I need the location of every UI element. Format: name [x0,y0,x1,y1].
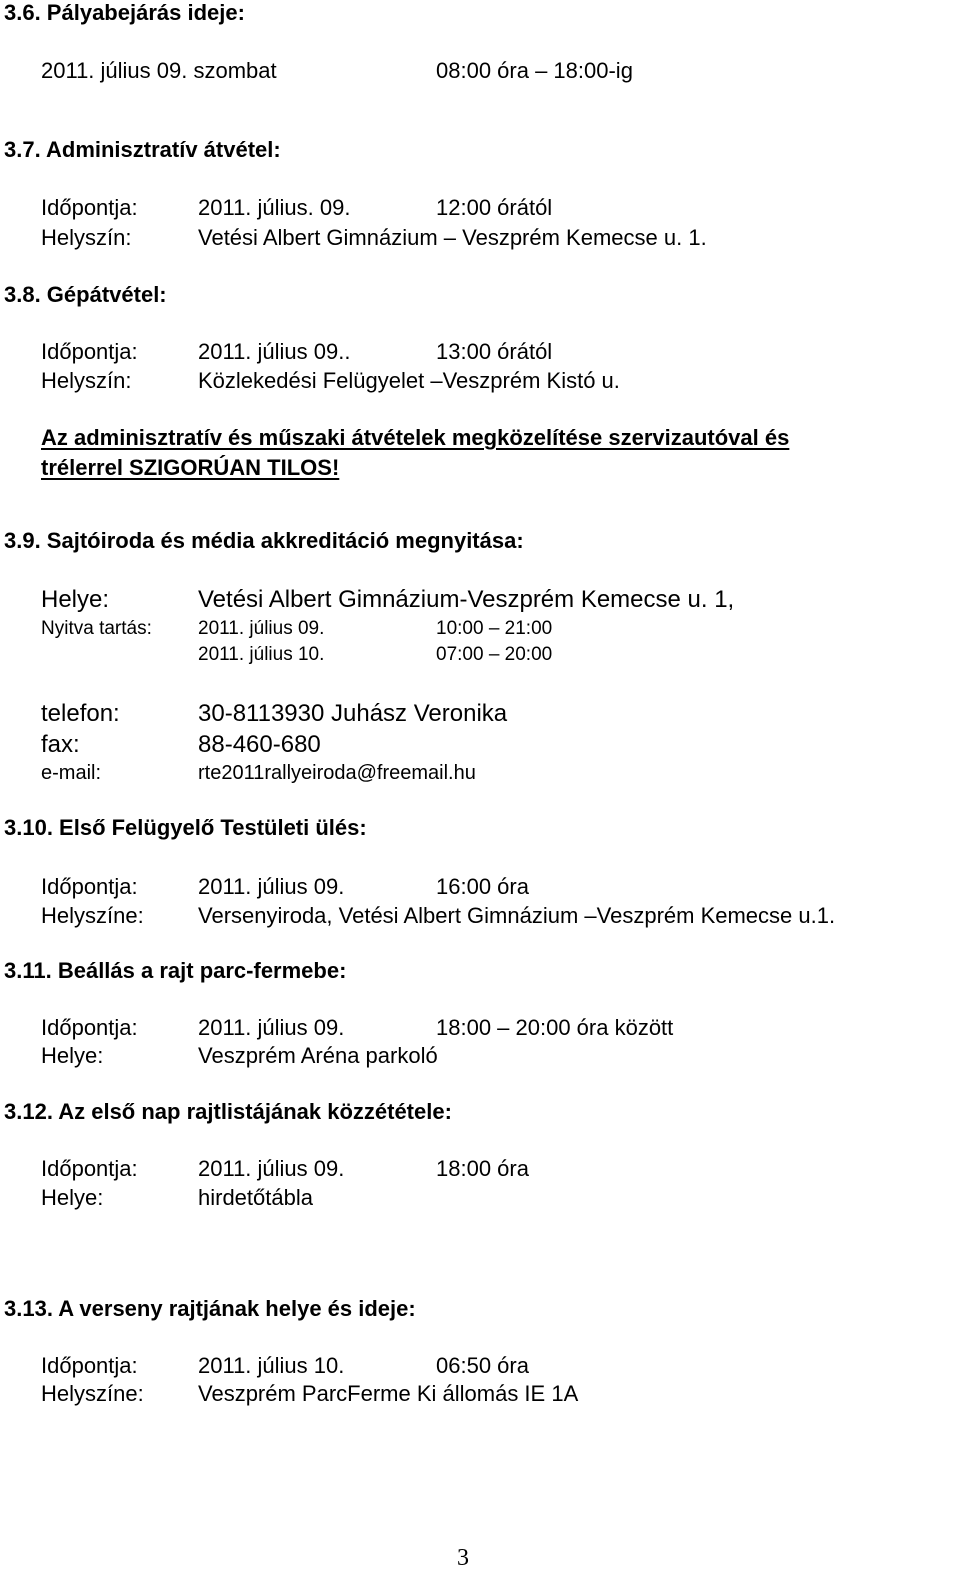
opening-time-2: 07:00 – 20:00 [436,644,553,665]
admin-place: Vetési Albert Gimnázium – Veszprém Kemecse u. 1. [198,225,707,250]
parc-ferme-place-label: Helye: [41,1043,104,1068]
board-meeting-time: 16:00 óra [436,874,529,899]
email-value: rte2011rallyeiroda@freemail.hu [198,762,476,784]
scrutineering-time: 13:00 órától [436,339,553,364]
opening-time-1: 10:00 – 21:00 [436,618,553,639]
page-number: 3 [457,1545,469,1571]
warning-line-1: Az adminisztratív és műszaki átvételek megközelítése szervizautóval és [41,425,790,450]
parc-ferme-date: 2011. július 09. [198,1015,345,1040]
start-list-date: 2011. július 09. [198,1156,345,1181]
parc-ferme-place: Veszprém Aréna parkoló [198,1043,438,1068]
race-start-place: Veszprém ParcFerme Ki állomás IE 1A [198,1381,579,1406]
race-start-place-label: Helyszíne: [41,1381,144,1406]
start-list-place-label: Helye: [41,1185,104,1210]
press-office-place-label: Helye: [41,586,110,613]
track-inspection-time: 08:00 óra – 18:00-ig [436,58,633,83]
scrutineering-time-label: Időpontja: [41,339,138,364]
admin-time-label: Időpontja: [41,195,138,220]
opening-date-2: 2011. július 10. [198,644,325,665]
section-3-11-heading: 3.11. Beállás a rajt parc-fermebe: [4,958,347,983]
fax-value: 88-460-680 [198,731,321,758]
section-3-8-heading: 3.8. Gépátvétel: [4,282,167,307]
race-start-time: 06:50 óra [436,1353,529,1378]
fax-label: fax: [41,731,80,758]
scrutineering-place: Közlekedési Felügyelet –Veszprém Kistó u. [198,368,620,393]
parc-ferme-time: 18:00 – 20:00 óra között [436,1015,674,1040]
section-3-10-heading: 3.10. Első Felügyelő Testületi ülés: [4,815,367,840]
section-3-9-heading: 3.9. Sajtóiroda és média akkreditáció megnyitása: [4,528,524,553]
opening-hours-label: Nyitva tartás: [41,618,152,639]
phone-value: 30-8113930 Juhász Veronika [198,700,508,727]
start-list-time: 18:00 óra [436,1156,529,1181]
scrutineering-date: 2011. július 09.. [198,339,351,364]
press-office-place: Vetési Albert Gimnázium-Veszprém Kemecse u. 1, [198,586,735,613]
admin-date: 2011. július. 09. [198,195,351,220]
section-3-6-heading: 3.6. Pályabejárás ideje: [4,0,245,25]
scrutineering-place-label: Helyszín: [41,368,132,393]
opening-date-1: 2011. július 09. [198,618,325,639]
board-meeting-time-label: Időpontja: [41,874,138,899]
race-start-time-label: Időpontja: [41,1353,138,1378]
phone-label: telefon: [41,700,120,727]
section-3-7-heading: 3.7. Adminisztratív átvétel: [4,137,281,162]
start-list-place: hirdetőtábla [198,1185,313,1210]
board-meeting-place: Versenyiroda, Vetési Albert Gimnázium –Veszprém Kemecse u.1. [198,903,836,928]
race-start-date: 2011. július 10. [198,1353,345,1378]
start-list-time-label: Időpontja: [41,1156,138,1181]
track-inspection-date: 2011. július 09. szombat [41,58,277,83]
section-3-12-heading: 3.12. Az első nap rajtlistájának közzététele: [4,1099,452,1124]
admin-time: 12:00 órától [436,195,553,220]
board-meeting-place-label: Helyszíne: [41,903,144,928]
email-label: e-mail: [41,762,102,784]
warning-line-2: trélerrel SZIGORÚAN TILOS! [41,455,340,480]
section-3-13-heading: 3.13. A verseny rajtjának helye és ideje: [4,1296,416,1321]
admin-place-label: Helyszín: [41,225,132,250]
board-meeting-date: 2011. július 09. [198,874,345,899]
parc-ferme-time-label: Időpontja: [41,1015,138,1040]
